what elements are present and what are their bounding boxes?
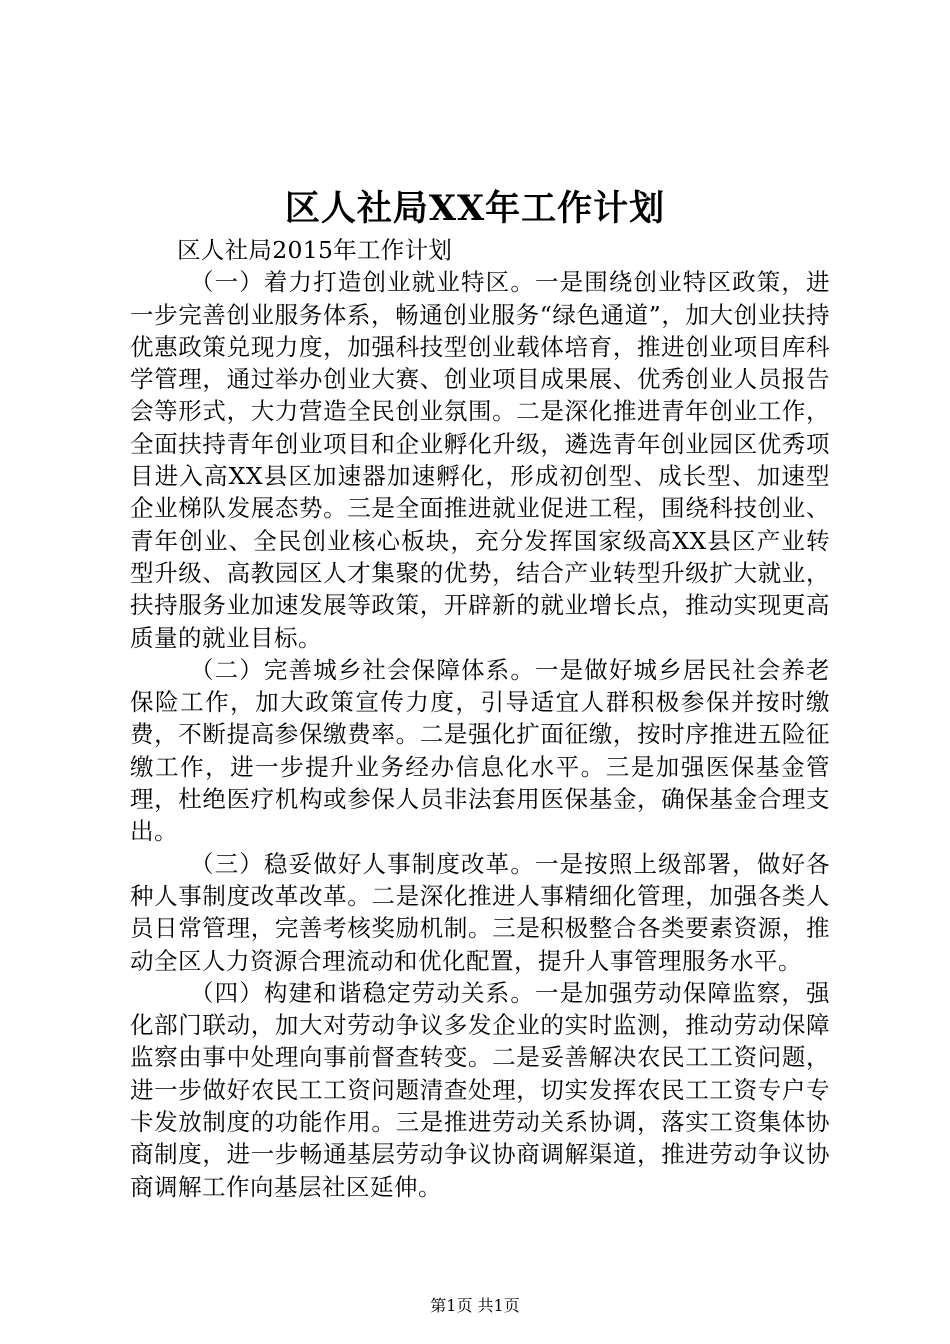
paragraph-3: （三）稳妥做好人事制度改革。一是按照上级部署，做好各种人事制度改革改革。二是深化推进人事精细化管理，加强各类人员日常管理，完善考核奖励机制。三是积极整合各类要素资源，推动全区人力资源合理流动和优化配置，提升人事管理服务水平。 (130, 849, 830, 975)
document-subtitle: 区人社局2015年工作计划 (177, 236, 453, 264)
paragraph-2: （二）完善城乡社会保障体系。一是做好城乡居民社会养老保险工作，加大政策宣传力度，引导适宜人群积极参保并按时缴费，不断提高参保缴费率。二是强化扩面征缴，按时序推进五险征缴工作，进一步提升业务经办信息化水平。三是加强医保基金管理，杜绝医疗机构或参保人员非法套用医保基金，确保基金合理支出。 (130, 655, 830, 846)
document-body (130, 234, 830, 1203)
page-title: 区人社局XX年工作计划 (284, 188, 666, 229)
paragraph-4: （四）构建和谐稳定劳动关系。一是加强劳动保障监察，强化部门联动，加大对劳动争议多发企业的实时监测，推动劳动保障监察由事中处理向事前督查转变。二是妥善解决农民工工资问题，进一步做好农民工工资问题清查处理，切实发挥农民工工资专户专卡发放制度的功能作用。三是推进劳动关系协调，落实工资集体协商制度，进一步畅通基层劳动争议协商调解渠道，推进劳动争议协商调解工作向基层社区延伸。 (130, 978, 830, 1201)
page-number-footer: 第1页 共1页 (430, 1296, 520, 1315)
paragraph-1: （一）着力打造创业就业特区。一是围绕创业特区政策，进一步完善创业服务体系，畅通创业服务“绿色通道”，加大创业扶持优惠政策兑现力度，加强科技型创业载体培育，推进创业项目库科学管理，通过举办创业大赛、创业项目成果展、优秀创业人员报告会等形式，大力营造全民创业氛围。二是深化推进青年创业工作，全面扶持青年创业项目和企业孵化升级，遴选青年创业园区优秀项目进入高XX县区加速器加速孵化，形成初创型、成长型、加速型企业梯队发展态势。三是全面推进就业促进工程，围绕科技创业、青年创业、全民创业核心板块，充分发挥国家级高XX县区产业转型升级、高教园区人才集聚的优势，结合产业转型升级扩大就业，扶持服务业加速发展等政策，开辟新的就业增长点，推动实现更高质量的就业目标。 (130, 268, 830, 652)
